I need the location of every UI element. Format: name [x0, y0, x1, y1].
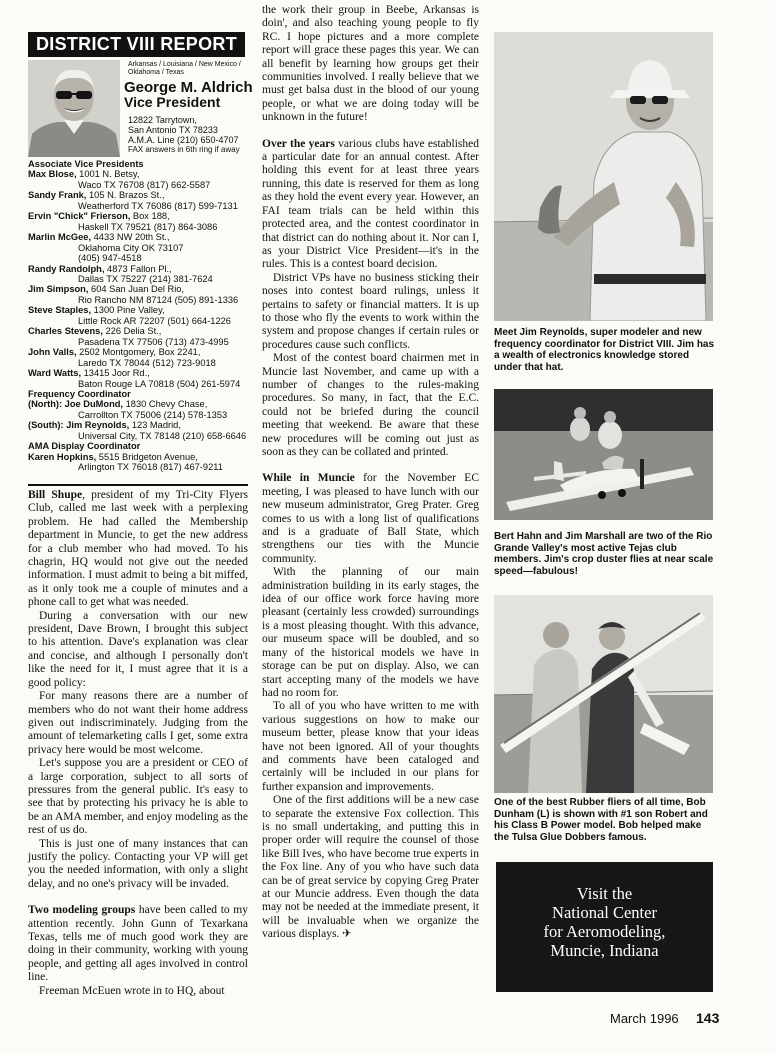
paragraph-text: various clubs have established a particular date for an annual contest. After holding this event for at least three years running, this date is reserved for them as long as they hold the event every year. However, an FAI team trials can be held within this protected area, and the contest coordinator in that district can do nothing about it. Nor can I, as your District Vice President—it's in the rules. This is a contest board decision. — [262, 137, 479, 271]
directory-address: 4873 Fallon Pl., — [104, 263, 172, 274]
directory-address: 1300 Pine Valley, — [91, 305, 165, 316]
museum-ad — [496, 862, 713, 992]
vp-address — [128, 115, 248, 155]
directory-name: Max Blose, — [28, 169, 77, 180]
article-paragraph — [28, 690, 248, 757]
vp-phone: A.M.A. Line (210) 650-4707 — [128, 135, 239, 145]
directory-address: 4433 NW 20th St., — [91, 232, 170, 243]
paragraph-lead: Over the years — [262, 137, 335, 150]
directory-line: AMA Display Coordinator — [28, 441, 141, 452]
vp-address-line: 12822 Tarrytown, — [128, 115, 197, 125]
directory-line: Arlington TX 76018 (817) 467-9211 — [78, 462, 223, 473]
photo-caption: Bert Hahn and Jim Marshall are two of the Rio Grande Valley's most active Tejas club members. Jim's crop duster flies at near scale speed—fabulous! — [494, 531, 714, 577]
directory-address: 226 Delia St., — [102, 326, 162, 337]
directory-line: Associate Vice Presidents — [28, 159, 144, 169]
directory-address: 1830 Chevy Chase, — [123, 399, 208, 410]
directory-line — [28, 368, 248, 378]
article-paragraph — [262, 566, 479, 700]
directory-line — [28, 420, 248, 430]
directory-name: Charles Stevens, — [28, 326, 103, 337]
directory-name: Marlin McGee, — [28, 232, 92, 243]
directory-address: Box 188, — [130, 211, 170, 222]
directory-line: Oklahoma City OK 73107 — [78, 242, 184, 253]
directory-address: 105 N. Brazos St., — [86, 190, 165, 201]
directory-name: Randy Randolph, — [28, 263, 105, 274]
article-paragraph — [262, 352, 479, 459]
photo-crop-duster — [494, 389, 713, 520]
ad-line: Muncie, Indiana — [550, 941, 659, 960]
paragraph-text: the work their group in Beebe, Arkansas is doin', and also teaching young people to fly RC. I hope pictures and a more complete report will grace these pages this year. We can all benefit by learning how groups get their communities involved. I really believe that we must get balsa dust in the blood of our young people, or what we are doing today will be unknown in the future! — [262, 4, 479, 124]
directory-line — [28, 347, 248, 357]
paragraph-text: Let's suppose you are a president or CEO of a large corporation, subject to all sorts of pressures from the general public. It's easy to see that by protecting his privacy he is able to be an AMA member, and enjoy modeling as the rest of us do. — [28, 757, 248, 837]
directory-name: Ervin "Chick" Frierson, — [28, 211, 131, 222]
photo-caption: One of the best Rubber fliers of all time, Bob Dunham (L) is shown with #1 son Robert and his Class B Power model. Bob helped make the Tulsa Glue Dobbers famous. — [494, 797, 708, 843]
directory-line: Rio Rancho NM 87124 (505) 891-1336 — [78, 294, 239, 305]
section-divider — [28, 484, 248, 486]
directory-line: (405) 947-4518 — [78, 253, 142, 264]
article-paragraph — [28, 610, 248, 690]
directory-name: Ward Watts, — [28, 368, 82, 379]
article-paragraph — [28, 985, 248, 998]
article-paragraph — [28, 838, 248, 892]
vp-address-line: San Antonio TX 78233 — [128, 125, 218, 135]
paragraph-text: have been called to my attention recently. John Gunn of Texarkana Texas, tells me of much good work they are doing in their community, working with young people, and getting all ages involved in control line. — [28, 904, 248, 984]
vp-portrait — [28, 60, 120, 157]
directory-address: 5515 Bridgeton Avenue, — [96, 451, 198, 462]
district-states: Arkansas / Louisiana / New Mexico / Oklahoma / Texas — [128, 61, 241, 76]
article-paragraph — [262, 4, 479, 125]
directory-name: Sandy Frank, — [28, 190, 87, 201]
directory-line: Laredo TX 78044 (512) 723-9018 — [78, 357, 216, 368]
paragraph-text: To all of you who have written to me with various suggestions on how to make our museum better, please know that your ideas have not been ignored. All of your thoughts and comments have been cataloged and certainly will be included in our plans for further expansion and improvements. — [262, 700, 479, 793]
directory-line: Pasadena TX 77506 (713) 473-4995 — [78, 336, 229, 347]
paragraph-text: One of the first additions will be a new case to separate the extensive Fox collection. This is no small undertaking, and putting this in proper order will require the counsel of those like Bill Ives, who have become true experts in the Fox line. Any of you who have such data can be of great service by copying Greg Prater at our Muncie address. Even though the data may not be needed at the immediate present, it will be invaluable when we organize the various displays. ✈ — [262, 794, 479, 941]
directory-line: Weatherford TX 76086 (817) 599-7131 — [78, 200, 238, 211]
paragraph-lead: While in Muncie — [262, 472, 355, 485]
directory-line — [28, 169, 248, 179]
directory-line: Frequency Coordinator — [28, 388, 131, 399]
directory-line — [28, 326, 248, 336]
article-paragraph — [262, 472, 479, 566]
paragraph-text: Freeman McEuen wrote in to HQ, about — [39, 984, 225, 997]
paragraph-text: For many reasons there are a number of members who do not want their home address given out indiscriminately. Judging from the amount of telemarketing calls I get, some extra privacy here would be most welcome. — [28, 690, 248, 756]
associate-directory — [28, 159, 248, 473]
ad-line: Visit the — [576, 884, 633, 903]
article-paragraph — [262, 794, 479, 941]
directory-name: Karen Hopkins, — [28, 451, 97, 462]
directory-line: Baton Rouge LA 70818 (504) 261-5974 — [78, 378, 241, 389]
article-column-2 — [262, 4, 479, 942]
article-paragraph — [28, 904, 248, 984]
article-column-1 — [28, 489, 248, 998]
photo-caption: Meet Jim Reynolds, super modeler and new frequency coordinator for District VIII. Jim has a wealth of electronics knowledge stored under that hat. — [494, 327, 715, 373]
directory-line — [28, 284, 248, 294]
paragraph-text: With the planning of our main administration building in its early stages, the idea of our office work force having more pleasant (certainly less crowded) surroundings is a most pleasing thought. With this advance, our museum space will be doubled, and so many of the historical models we have in storage can be put on display. Also, we can start accepting many of the models we have had no room for. — [262, 566, 479, 699]
directory-line: Little Rock AR 72207 (501) 664-1226 — [78, 315, 231, 326]
directory-address: 1001 N. Betsy, — [76, 169, 140, 180]
page-title: DISTRICT VIII REPORT — [28, 32, 245, 57]
article-paragraph — [262, 138, 479, 272]
ad-line: National Center — [552, 903, 657, 922]
directory-line — [28, 399, 248, 409]
vp-name: George M. Aldrich — [124, 79, 253, 96]
photo-bob-dunham — [494, 595, 713, 793]
paragraph-text: for the November EC meeting, I was pleased to have lunch with our new museum administrator, Greg Prater. Greg comes to us with a long list of qualifications and is a graduate of Ball State, which strengthens our ties with the Muncie community. — [262, 472, 479, 565]
directory-line — [28, 211, 248, 221]
directory-line: Haskell TX 79521 (817) 864-3086 — [78, 221, 218, 232]
directory-line: Dallas TX 75227 (214) 381-7624 — [78, 273, 213, 284]
issue-date: March 1996 — [610, 1011, 679, 1026]
paragraph-text: Most of the contest board chairmen met in Muncie last November, and came up with a number of changes to the rules-making procedures. So many, in fact, that the E.C. could not be briefed during the council meeting that weekend. Be aware that these new procedures will be coming out just as soon as they can be collated and printed. — [262, 352, 479, 458]
paragraph-lead: Two modeling groups — [28, 904, 136, 917]
directory-address: 13415 Joor Rd., — [81, 368, 150, 379]
article-paragraph — [262, 272, 479, 352]
vp-title: Vice President — [124, 94, 221, 110]
paragraph-text: , president of my Tri-City Flyers Club, called me last week with a perplexing problem. He had called the Membership department in Muncie, to get the new address for a club member who had moved. To his chagrin, HQ would not give out the needed information. I must admit to being a bit miffed, as it only took me a couple of minutes and a phone call to get what was needed. — [28, 489, 248, 609]
paragraph-lead: Bill Shupe — [28, 489, 83, 501]
paragraph-text: During a conversation with our new president, Dave Brown, I brought this subject to his attention. Dave's explanation was clear and concise, and although I personally don't like the need for it, I must agree that it is a good policy: — [28, 609, 248, 689]
article-paragraph — [262, 700, 479, 794]
directory-address: 123 Madrid, — [129, 420, 181, 431]
page-number: 143 — [696, 1010, 720, 1026]
paragraph-text: This is just one of many instances that can justify the policy. Contacting your VP will get you the needed information, with only a slight delay, and no one's privacy will be invaded. — [28, 837, 248, 890]
vp-fax-note: FAX answers in 6th ring if away — [128, 145, 240, 154]
directory-name: (South): Jim Reynolds, — [28, 420, 130, 431]
directory-line — [28, 452, 248, 462]
paragraph-text: District VPs have no business sticking their noses into contest board rulings, unless it pertains to safety or financial matters. It is up to those who fly the events to work within the system and propose changes if certain rules or procedures cause such conflicts. — [262, 271, 479, 351]
directory-line — [28, 190, 248, 200]
photo-jim-reynolds — [494, 32, 713, 321]
directory-name: Steve Staples, — [28, 305, 92, 316]
directory-line: Universal City, TX 78148 (210) 658-6646 — [78, 430, 247, 441]
directory-line — [28, 264, 248, 274]
directory-line: Carrollton TX 75006 (214) 578-1353 — [78, 409, 228, 420]
directory-name: Jim Simpson, — [28, 284, 89, 295]
article-paragraph — [28, 489, 248, 610]
directory-line — [28, 232, 248, 242]
article-paragraph — [28, 757, 248, 837]
directory-name: (North): Joe DuMond, — [28, 399, 124, 410]
directory-address: 604 San Juan Del Rio, — [88, 284, 185, 295]
directory-line — [28, 305, 248, 315]
directory-line: Waco TX 76708 (817) 662-5587 — [78, 179, 211, 190]
directory-name: John Valls, — [28, 347, 77, 358]
directory-address: 2502 Montgomery, Box 2241, — [76, 347, 201, 358]
ad-line: for Aeromodeling, — [543, 922, 666, 941]
